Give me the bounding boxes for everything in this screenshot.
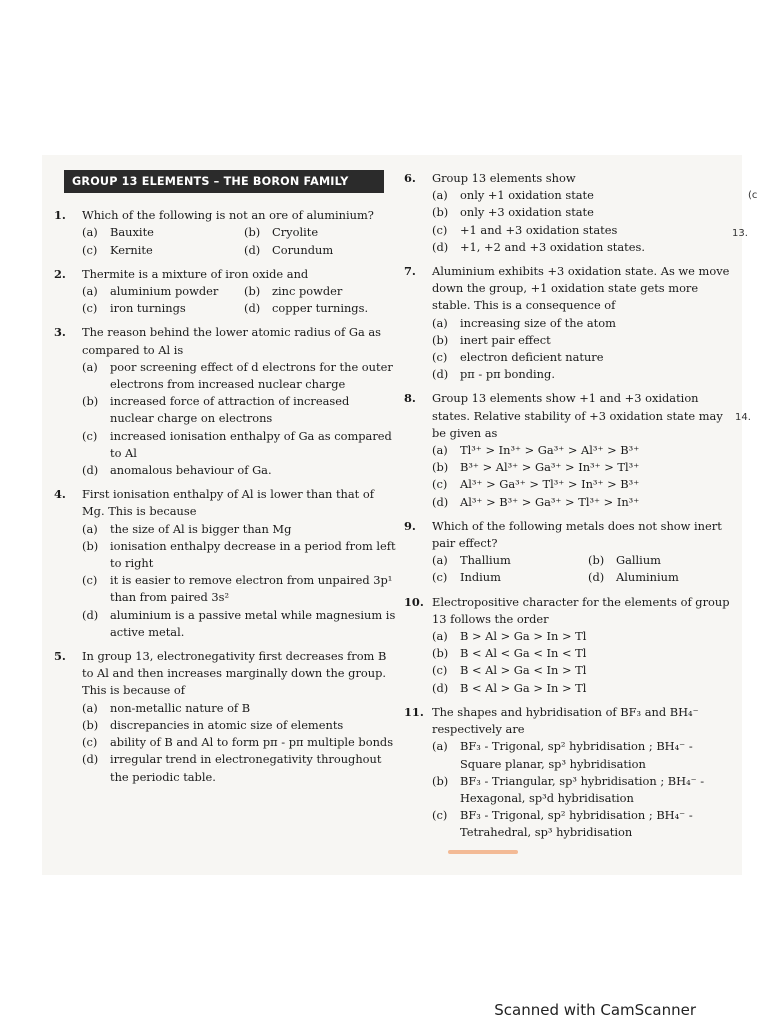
option-letter: (d) <box>432 680 449 695</box>
options <box>82 283 396 317</box>
question-text: The shapes and hybridisation of BF₃ and BH₄⁻ respectively are <box>432 704 699 737</box>
right-column <box>404 170 734 849</box>
option-d <box>82 462 396 479</box>
options <box>432 315 734 384</box>
option-a <box>432 442 734 459</box>
question-number: 3. <box>54 325 66 340</box>
option-text: Thallium <box>460 553 511 568</box>
option-a <box>432 187 734 204</box>
option-c <box>432 662 734 679</box>
option-text: non-metallic nature of B <box>110 700 251 715</box>
option-letter: (b) <box>244 284 261 299</box>
option-b <box>82 538 396 572</box>
options <box>432 738 734 841</box>
question-number: 8. <box>404 391 416 406</box>
option-text: B < Al > Ga < In > Tl <box>460 663 587 678</box>
option-text: increased ionisation enthalpy of Ga as compared to Al <box>110 428 392 460</box>
option-text: irregular trend in electronegativity throughout the periodic table. <box>110 752 382 784</box>
option-b <box>432 332 734 349</box>
option-letter: (a) <box>82 225 98 240</box>
option-b <box>244 283 396 300</box>
option-c <box>82 572 396 606</box>
option-d <box>244 300 396 317</box>
section-banner: GROUP 13 ELEMENTS – THE BORON FAMILY <box>64 170 384 193</box>
option-letter: (d) <box>588 570 605 585</box>
margin-fragment-2: 13. <box>732 228 748 239</box>
question-text: Which of the following is not an ore of aluminium? <box>82 208 374 223</box>
decorative-swoosh <box>448 850 518 854</box>
option-text: poor screening effect of d electrons for the outer electrons from increased nuclear charge <box>110 359 393 392</box>
option-d <box>432 680 734 697</box>
option-b <box>244 224 396 241</box>
option-letter: (b) <box>588 553 605 568</box>
option-letter: (b) <box>432 332 449 347</box>
option-letter: (c) <box>82 735 98 750</box>
margin-fragment-1: (c <box>748 190 758 201</box>
option-text: inert pair effect <box>460 332 551 347</box>
option-text: Corundum <box>272 242 334 257</box>
option-text: copper turnings. <box>272 301 369 316</box>
option-c <box>82 734 396 751</box>
option-text: Kernite <box>110 242 153 257</box>
margin-fragment-3: 14. <box>735 412 751 423</box>
option-c <box>432 476 734 493</box>
options <box>82 224 396 258</box>
question-2 <box>54 266 396 318</box>
option-text: Indium <box>460 570 501 585</box>
option-a <box>432 628 734 645</box>
left-column <box>54 170 396 793</box>
option-letter: (b) <box>82 717 99 732</box>
option-a <box>82 700 396 717</box>
question-3 <box>54 324 396 479</box>
option-a <box>432 552 578 569</box>
option-d <box>244 242 396 259</box>
question-text: First ionisation enthalpy of Al is lower than that of Mg. This is because <box>82 487 374 519</box>
question-8 <box>404 390 734 510</box>
option-a <box>82 224 234 241</box>
option-letter: (c) <box>82 242 98 257</box>
option-letter: (b) <box>432 460 449 475</box>
question-1 <box>54 207 396 259</box>
question-10 <box>404 594 734 697</box>
option-letter: (d) <box>244 242 261 257</box>
question-text: Aluminium exhibits +3 oxidation state. As we move down the group, +1 oxidation state gets more stable. This is a consequence of <box>432 264 730 313</box>
option-letter: (a) <box>82 359 98 374</box>
question-number: 5. <box>54 649 66 664</box>
option-letter: (b) <box>244 225 261 240</box>
option-text: Bauxite <box>110 225 154 240</box>
option-letter: (c) <box>432 663 448 678</box>
option-text: Al³⁺ > B³⁺ > Ga³⁺ > Tl³⁺ > In³⁺ <box>460 494 640 509</box>
option-text: iron turnings <box>110 301 186 316</box>
question-text: Group 13 elements show +1 and +3 oxidation states. Relative stability of +3 oxidation state may be given as <box>432 391 723 440</box>
option-b <box>432 773 734 807</box>
option-a <box>432 315 734 332</box>
option-b <box>588 552 734 569</box>
option-text: +1 and +3 oxidation states <box>460 222 618 237</box>
option-letter: (b) <box>432 646 449 661</box>
question-number: 4. <box>54 487 66 502</box>
question-number: 2. <box>54 266 66 281</box>
left-question-list <box>54 207 396 786</box>
option-c <box>82 242 234 259</box>
option-letter: (a) <box>432 443 448 458</box>
option-a <box>432 738 734 772</box>
option-d <box>82 607 396 641</box>
option-text: increasing size of the atom <box>460 315 616 330</box>
option-text: Tl³⁺ > In³⁺ > Ga³⁺ > Al³⁺ > B³⁺ <box>460 443 640 458</box>
question-number: 9. <box>404 518 416 533</box>
option-d <box>432 366 734 383</box>
question-4 <box>54 486 396 641</box>
option-a <box>82 521 396 538</box>
option-c <box>432 807 734 841</box>
option-letter: (d) <box>82 463 99 478</box>
options <box>82 359 396 479</box>
option-letter: (c) <box>82 301 98 316</box>
option-text: Aluminium <box>616 570 679 585</box>
option-text: ability of B and Al to form pπ - pπ multiple bonds <box>110 735 394 750</box>
option-letter: (b) <box>82 394 99 409</box>
options <box>82 521 396 641</box>
question-7 <box>404 263 734 383</box>
question-text: The reason behind the lower atomic radius of Ga as compared to Al is <box>82 325 382 357</box>
option-text: B < Al > Ga > In > Tl <box>460 680 587 695</box>
option-text: aluminium powder <box>110 284 219 299</box>
option-c <box>82 300 234 317</box>
options <box>432 442 734 511</box>
question-text: Group 13 elements show <box>432 171 576 185</box>
options <box>432 187 734 256</box>
option-text: it is easier to remove electron from unpaired 3p¹ than from paired 3s² <box>110 573 393 605</box>
option-a <box>82 359 396 393</box>
option-text: anomalous behaviour of Ga. <box>110 463 272 478</box>
option-letter: (a) <box>432 739 448 754</box>
option-text: only +3 oxidation state <box>460 205 594 220</box>
option-letter: (b) <box>82 538 99 553</box>
option-text: B < Al < Ga < In < Tl <box>460 646 587 661</box>
option-text: aluminium is a passive metal while magnesium is active metal. <box>110 607 396 639</box>
option-letter: (a) <box>82 521 98 536</box>
option-letter: (a) <box>432 315 448 330</box>
option-letter: (c) <box>432 570 448 585</box>
option-letter: (d) <box>432 239 449 254</box>
option-letter: (b) <box>432 205 449 220</box>
options <box>432 628 734 697</box>
option-letter: (a) <box>82 284 98 299</box>
options <box>432 552 734 586</box>
option-text: pπ - pπ bonding. <box>460 367 555 382</box>
option-b <box>82 393 396 427</box>
option-text: Al³⁺ > Ga³⁺ > Tl³⁺ > In³⁺ > B³⁺ <box>460 477 640 492</box>
question-number: 7. <box>404 264 416 279</box>
option-text: ionisation enthalpy decrease in a period from left to right <box>110 538 396 571</box>
option-letter: (c) <box>432 477 448 492</box>
option-b <box>432 459 734 476</box>
option-text: electron deficient nature <box>460 350 604 365</box>
option-d <box>432 239 734 256</box>
option-letter: (c) <box>82 573 98 588</box>
option-letter: (a) <box>432 553 448 568</box>
option-c <box>432 222 734 239</box>
option-letter: (a) <box>432 188 448 203</box>
option-text: +1, +2 and +3 oxidation states. <box>460 239 645 254</box>
option-text: zinc powder <box>272 284 343 299</box>
option-letter: (c) <box>432 222 448 237</box>
question-9 <box>404 518 734 587</box>
option-c <box>432 349 734 366</box>
option-text: BF₃ - Trigonal, sp² hybridisation ; BH₄⁻ - Square planar, sp³ hybridisation <box>460 739 693 771</box>
option-text: BF₃ - Triangular, sp³ hybridisation ; BH₄⁻ - Hexagonal, sp³d hybridisation <box>460 773 705 805</box>
right-question-list <box>404 170 734 842</box>
option-text: B > Al > Ga > In > Tl <box>460 629 587 644</box>
scanner-watermark: Scanned with CamScanner <box>494 1001 696 1019</box>
option-letter: (d) <box>82 752 99 767</box>
option-d <box>82 751 396 785</box>
option-b <box>432 204 734 221</box>
option-text: discrepancies in atomic size of elements <box>110 717 344 732</box>
option-text: B³⁺ > Al³⁺ > Ga³⁺ > In³⁺ > Tl³⁺ <box>460 460 640 475</box>
option-d <box>432 494 734 511</box>
option-b <box>82 717 396 734</box>
option-b <box>432 645 734 662</box>
option-text: Gallium <box>616 553 661 568</box>
option-letter: (a) <box>432 629 448 644</box>
options <box>82 700 396 786</box>
option-text: Cryolite <box>272 225 319 240</box>
question-number: 1. <box>54 208 66 223</box>
question-number: 6. <box>404 171 416 185</box>
option-c <box>82 428 396 462</box>
question-text: Electropositive character for the elements of group 13 follows the order <box>432 594 730 626</box>
question-text: Which of the following metals does not show inert pair effect? <box>432 518 722 551</box>
option-d <box>588 569 734 586</box>
option-letter: (c) <box>432 350 448 365</box>
option-letter: (d) <box>244 301 261 316</box>
question-number: 10. <box>404 594 424 609</box>
question-number: 11. <box>404 704 424 719</box>
option-letter: (a) <box>82 700 98 715</box>
option-text: only +1 oxidation state <box>460 188 594 203</box>
question-11 <box>404 704 734 842</box>
option-letter: (c) <box>432 808 448 823</box>
question-text: In group 13, electronegativity first decreases from B to Al and then increases marginally down the group. This is because of <box>82 649 387 698</box>
option-letter: (d) <box>432 367 449 382</box>
option-letter: (b) <box>432 773 449 788</box>
option-letter: (c) <box>82 428 98 443</box>
option-text: increased force of attraction of increased nuclear charge on electrons <box>110 394 350 426</box>
question-text: Thermite is a mixture of iron oxide and <box>82 266 309 281</box>
option-letter: (d) <box>432 494 449 509</box>
option-letter: (d) <box>82 607 99 622</box>
option-c <box>432 569 578 586</box>
question-6 <box>404 170 734 256</box>
option-a <box>82 283 234 300</box>
question-5 <box>54 648 396 786</box>
option-text: the size of Al is bigger than Mg <box>110 521 292 536</box>
option-text: BF₃ - Trigonal, sp² hybridisation ; BH₄⁻ - Tetrahedral, sp³ hybridisation <box>460 808 693 840</box>
